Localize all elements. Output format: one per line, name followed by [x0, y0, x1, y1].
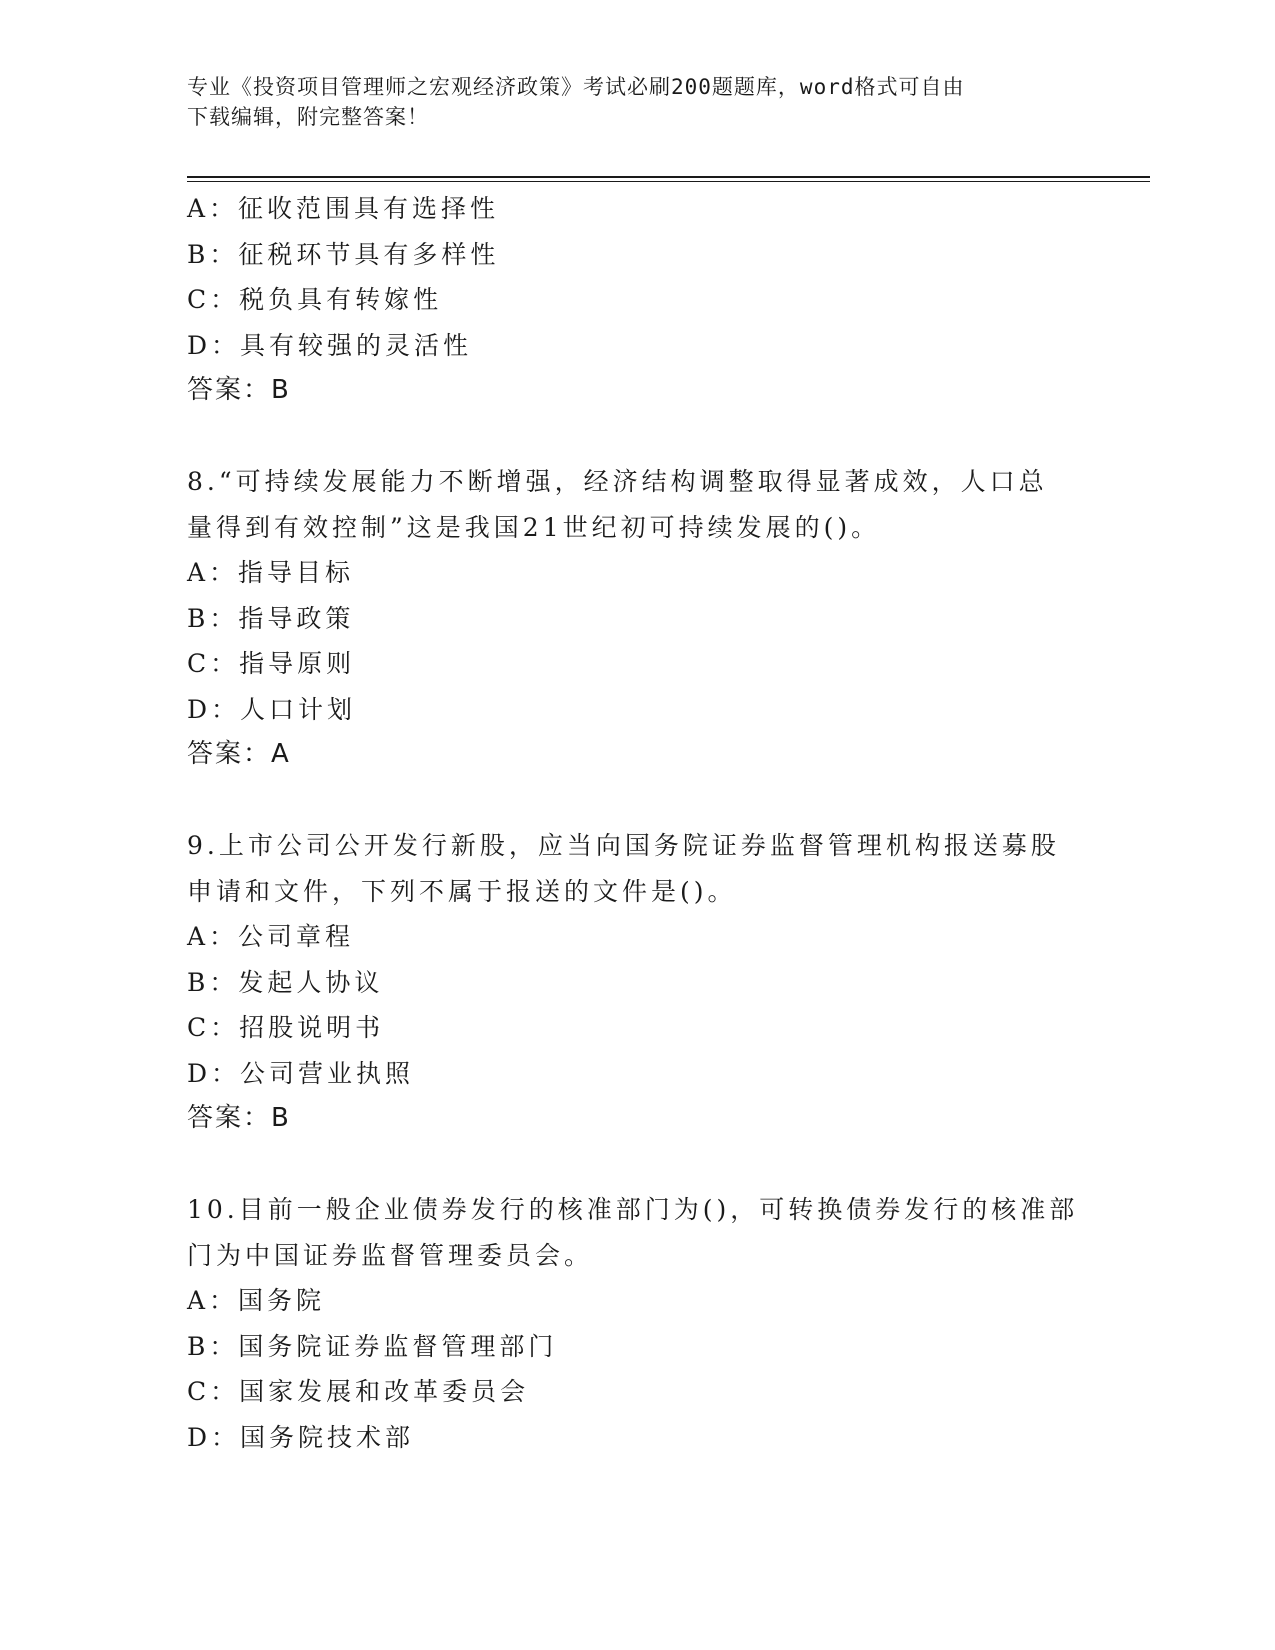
option-c: C：招股说明书 [187, 1013, 385, 1042]
question-10 [187, 1187, 1087, 1460]
option-d: D：国务院技术部 [187, 1422, 415, 1452]
option-a: A：征收范围具有选择性 [187, 194, 500, 223]
option-b: B：国务院证券监督管理部门 [187, 1331, 558, 1361]
option-a: A：指导目标 [187, 558, 355, 587]
question-7 [187, 186, 1087, 414]
header-line-1: 专业《投资项目管理师之宏观经济政策》考试必刷200题题库，word格式可自由 [187, 75, 965, 99]
question-list [187, 186, 1087, 1460]
option-d: D：具有较强的灵活性 [187, 330, 473, 360]
option-d: D：公司营业执照 [187, 1058, 415, 1088]
spacer [187, 1142, 1087, 1188]
answer: 答案：B [187, 1103, 291, 1133]
option-c: C：税负具有转嫁性 [187, 285, 443, 314]
option-b: B：征税环节具有多样性 [187, 239, 500, 269]
question-stem-line-2: 门为中国证券监督管理委员会。 [187, 1240, 594, 1270]
option-c: C：指导原则 [187, 649, 356, 678]
spacer [187, 414, 1087, 460]
answer: 答案：A [187, 739, 291, 769]
question-stem-line-1: 9.上市公司公开发行新股，应当向国务院证券监督管理机构报送募股 [187, 831, 1060, 860]
header-divider-thin [187, 181, 1150, 182]
spacer [187, 778, 1087, 824]
header-line-2: 下载编辑，附完整答案！ [187, 105, 429, 129]
option-b: B：指导政策 [187, 603, 355, 633]
header-divider-thick [187, 176, 1150, 178]
question-stem-line-1: 10.目前一般企业债券发行的核准部门为()，可转换债券发行的核准部 [187, 1195, 1079, 1224]
question-8 [187, 459, 1087, 778]
question-stem-line-2: 申请和文件，下列不属于报送的文件是()。 [187, 876, 737, 906]
document-header [187, 72, 1067, 132]
question-stem-line-1: 8.“可持续发展能力不断增强，经济结构调整取得显著成效，人口总 [187, 467, 1048, 496]
question-stem-line-2: 量得到有效控制”这是我国21世纪初可持续发展的()。 [187, 512, 881, 542]
option-b: B：发起人协议 [187, 967, 384, 997]
option-a: A：国务院 [187, 1286, 326, 1315]
option-c: C：国家发展和改革委员会 [187, 1377, 530, 1406]
answer: 答案：B [187, 375, 291, 405]
question-9 [187, 823, 1087, 1142]
option-a: A：公司章程 [187, 922, 355, 951]
option-d: D：人口计划 [187, 694, 357, 724]
